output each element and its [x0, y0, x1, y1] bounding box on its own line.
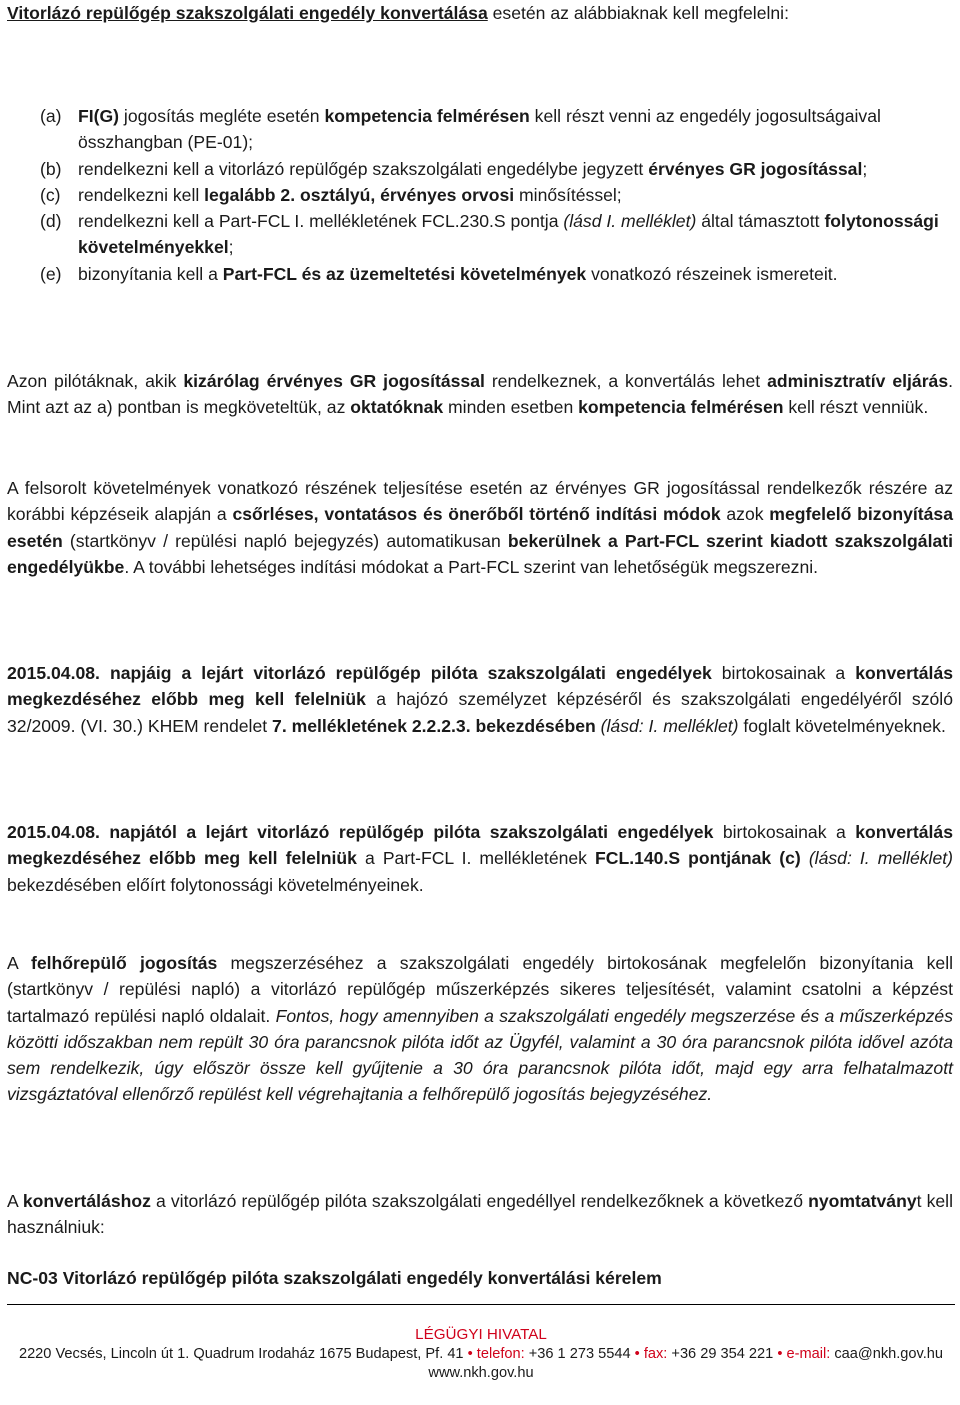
- footer-email[interactable]: caa@nkh.gov.hu: [834, 1345, 944, 1362]
- text-run: A: [7, 953, 32, 973]
- text-run: kompetencia felmérésen: [578, 397, 784, 418]
- text-run: minősítéssel;: [514, 184, 622, 205]
- text-run: 7. mellékletének 2.2.2.3. bekezdésében: [272, 715, 596, 736]
- footer-fax-label: fax:: [643, 1345, 668, 1362]
- item-marker: (c): [40, 184, 61, 205]
- text-run: konvertálás megkezdéséhez előbb meg kell felelniük: [7, 663, 954, 710]
- text-run: azok: [720, 504, 770, 525]
- text-run: megszerzéséhez a szakszolgálati engedély birtokosának megfelelőn bizonyítania kell (startkönyv / repülési napló) a vitorlázó repülőgép műszerképzés sikeres teljesítését, valamint csatolni a képzést tartalmazó repülési napló oldalait.: [7, 953, 954, 1026]
- body-paragraph: [7, 950, 953, 1108]
- footer-bullet: •: [634, 1345, 640, 1362]
- text-run: folytonossági követelményekkel: [78, 211, 939, 258]
- text-run: foglalt követelményeknek.: [738, 715, 946, 736]
- text-run: . A további lehetséges indítási módokat a Part-FCL szerint van lehetőségük megszerezni.: [124, 556, 819, 577]
- text-run: ;: [228, 237, 234, 258]
- text-run: bekezdésében előírt folytonossági követelményeinek.: [7, 874, 424, 895]
- footer-bullet: •: [777, 1345, 783, 1362]
- text-run: [100, 663, 110, 683]
- text-run: megfelelő bizonyítása esetén: [7, 504, 953, 551]
- footer-bullet: •: [467, 1345, 473, 1362]
- text-run: rendelkezni kell a vitorlázó repülőgép szakszolgálati engedélybe jegyzett: [78, 158, 649, 179]
- footer-org: LÉGÜGYI HIVATAL: [415, 1326, 547, 1343]
- text-run: nyomtatvány: [808, 1191, 917, 1211]
- text-run: FCL.140.S pontjának (c): [595, 848, 801, 869]
- footer: [7, 1325, 955, 1384]
- text-run: napjáig a lejárt vitorlázó repülőgép pilóta szakszolgálati engedélyek: [109, 663, 712, 683]
- text-run: csőrléses, vontatásos és önerőből történő indítási módok: [232, 504, 721, 525]
- text-run: jogosítás megléte esetén: [119, 106, 325, 126]
- footer-address: 2220 Vecsés, Lincoln út 1. Quadrum Irodaház 1675 Budapest, Pf. 41: [18, 1345, 464, 1362]
- text-run: Part-FCL és az üzemeltetési követelmények: [222, 263, 587, 284]
- text-run: legalább 2. osztályú, érvényes orvosi: [204, 184, 515, 205]
- footer-email-label: e-mail:: [786, 1345, 831, 1362]
- footer-tel: +36 1 273 5544: [528, 1345, 631, 1362]
- text-run: felhőrepülő jogosítás: [31, 953, 218, 973]
- text-run: . Mint azt az a) pontban is megköveteltük, az: [7, 371, 954, 418]
- text-run: birtokosainak a: [713, 822, 856, 842]
- body-paragraph: [7, 819, 953, 898]
- body-paragraph: [7, 660, 953, 739]
- text-run: által támasztott: [696, 211, 825, 232]
- text-run: oktatóknak: [350, 397, 444, 418]
- text-run: ;: [862, 158, 868, 179]
- text-run: Azon pilótáknak, akik: [7, 371, 184, 391]
- requirements-list: [40, 103, 955, 287]
- text-run: FI(G): [78, 106, 120, 126]
- text-run: kompetencia felmérésen: [324, 106, 530, 126]
- requirement-item: [40, 103, 955, 156]
- item-marker: (b): [40, 158, 62, 179]
- body-paragraph: [7, 368, 953, 421]
- text-run: vonatkozó részeinek ismereteit.: [586, 263, 838, 284]
- body-paragraph: [7, 475, 953, 580]
- form-title: NC-03 Vitorlázó repülőgép pilóta szakszolgálati engedély konvertálási kérelem: [7, 1268, 662, 1288]
- text-run: bekerülnek a Part-FCL szerint kiadott szakszolgálati engedélyükbe: [7, 530, 954, 577]
- text-run: adminisztratív eljárás: [767, 371, 949, 391]
- text-run: érvényes GR jogosítással: [648, 158, 863, 179]
- text-run: kell részt venni az engedély jogosultságaival összhangban (PE-01);: [78, 106, 881, 153]
- footer-tel-label: telefon:: [476, 1345, 525, 1362]
- requirement-item: [40, 261, 955, 287]
- item-marker: (e): [40, 263, 62, 284]
- intro-paragraph: [7, 0, 953, 26]
- text-run: a hajózó személyzet képzéséről és szakszolgálati engedélyéről szóló 32/2009. (VI. 30.) KHEM rendelet: [7, 689, 953, 736]
- text-run: (lásd: I. melléklet): [808, 848, 953, 869]
- text-run: rendelkeznek, a konvertálás lehet: [484, 371, 768, 391]
- footer-contact-line: [7, 1345, 955, 1365]
- text-run: bizonyítania kell a: [78, 263, 223, 284]
- text-run: konvertálás megkezdéséhez előbb meg kell felelniük: [7, 822, 953, 869]
- item-marker: (a): [40, 106, 62, 126]
- text-run: rendelkezni kell: [78, 184, 205, 205]
- intro-title: Vitorlázó repülőgép szakszolgálati engedély konvertálása: [7, 3, 488, 23]
- text-run: [100, 822, 109, 842]
- footer-web[interactable]: www.nkh.gov.hu: [428, 1365, 534, 1381]
- item-marker: (d): [40, 211, 62, 232]
- text-run: birtokosainak a: [711, 663, 856, 683]
- text-run: A: [7, 1191, 23, 1211]
- text-run: konvertáláshoz: [22, 1191, 151, 1211]
- text-run: rendelkezni kell a Part-FCL I. mellékletének FCL.230.S pontja: [78, 211, 564, 232]
- text-run: (lásd I. melléklet): [563, 211, 697, 232]
- body-paragraph: [7, 1188, 953, 1241]
- text-run: Fontos, hogy amennyiben a szakszolgálati engedély megszerzése és a műszerképzés közötti időszakban nem repült 30 óra parancsnok pilóta időt az Ügyfél, valamint a 30 óra parancsnok pilóta idővel azóta sem rendelkezik, úgy először össze kell gyűjtenie a 30 óra parancsnok pilóta időt, majd egy arra felhatalmazott vizsgáztatóval ellenőrző repülést kell végrehajtania a felhőrepülő jogosítás bejegyzéséhez.: [7, 1005, 953, 1105]
- text-run: minden esetben: [443, 397, 579, 418]
- text-run: a vitorlázó repülőgép pilóta szakszolgálati engedéllyel rendelkezőknek a következő: [150, 1191, 809, 1211]
- text-run: kizárólag érvényes GR jogosítással: [183, 371, 485, 391]
- text-run: (startkönyv / repülési napló bejegyzés) automatikusan: [62, 530, 508, 551]
- text-run: napjától a lejárt vitorlázó repülőgép pilóta szakszolgálati engedélyek: [109, 822, 714, 842]
- text-run: 2015.04.08.: [7, 822, 100, 842]
- requirement-item: [40, 208, 955, 261]
- text-run: t kell használniuk:: [7, 1191, 953, 1238]
- footer-divider: [7, 1304, 955, 1305]
- text-run: a Part-FCL I. mellékletének: [356, 848, 596, 869]
- text-run: (lásd: I. melléklet): [600, 715, 739, 736]
- text-run: A felsorolt követelmények vonatkozó részének teljesítése esetén az érvényes GR jogosítással rendelkezők részére az korábbi képzéseik alapján a: [7, 478, 953, 525]
- intro-rest: esetén az alábbiaknak kell megfelelni:: [487, 3, 789, 23]
- footer-fax: +36 29 354 221: [671, 1345, 774, 1362]
- text-run: [801, 848, 809, 868]
- text-run: 2015.04.08.: [7, 663, 100, 683]
- requirement-item: [40, 156, 955, 182]
- requirement-item: [40, 182, 955, 208]
- text-run: kell részt venniük.: [783, 397, 929, 418]
